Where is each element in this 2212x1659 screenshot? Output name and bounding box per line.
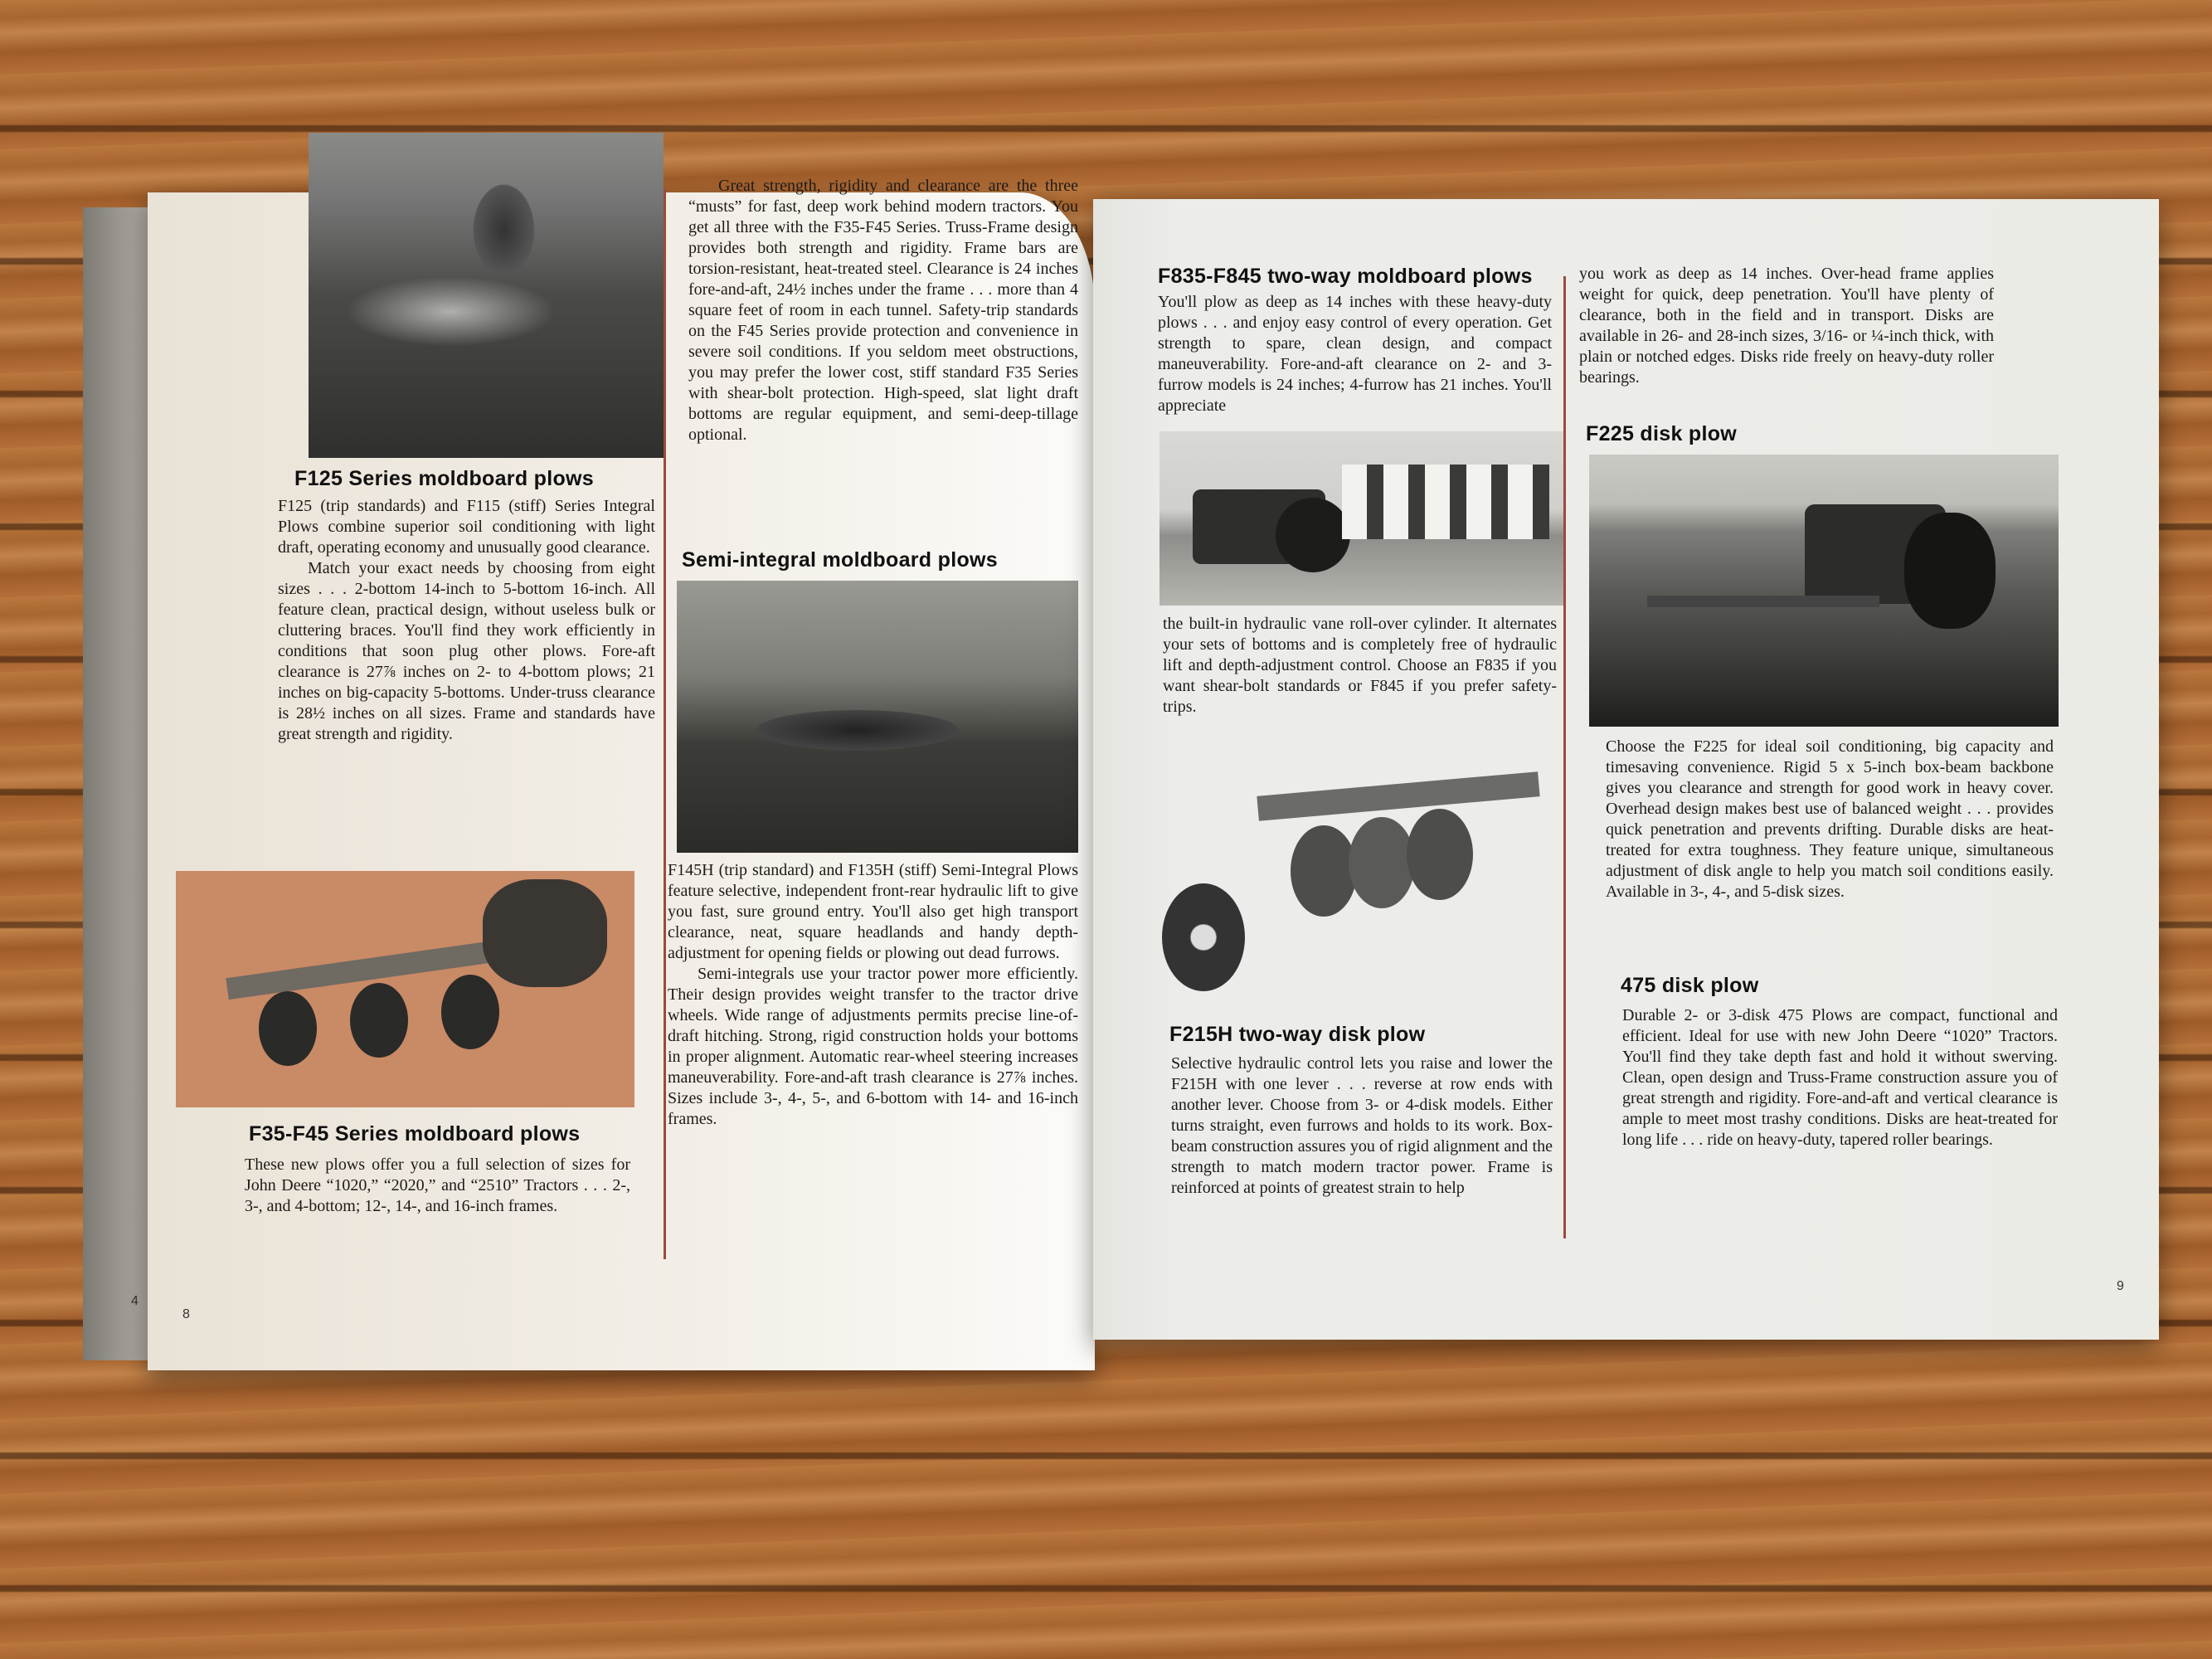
left-page-number: 8 <box>182 1307 190 1321</box>
f35-f45-heading: F35-F45 Series moldboard plows <box>249 1122 581 1146</box>
back-page-number: 4 <box>131 1294 139 1308</box>
plow-disk <box>350 983 408 1058</box>
f125-paragraph-1: F125 (trip standards) and F115 (stiff) Series Integral Plows combine superior soil conditioning with light draft, operating economy and unusually good clearance. <box>278 497 655 557</box>
f125-paragraph-2: Match your exact needs by choosing from eight sizes . . . 2-bottom 14-inch to 5-bottom 16-inch. All feature clean, practical design, without useless bulk or cluttering braces. You'll find they work efficiently in conditions that soon plug other plows. Fore-aft clearance is 27⅞ inches on 2- to 4-bottom plows; 21 inches on big-capacity 5-bottoms. Under-truss clearance is 28½ inches on all sizes. Frame and standards have great strength and rigidity. <box>278 559 655 743</box>
f835-description-part-1: You'll plow as deep as 14 inches with these heavy-duty plows . . . and enjoy easy control of every operation. Get strength to spare, clean design, and compact maneuverability. Fore-and-aft clearance on 2- and 3-furrow models is 24 inches; 4-furrow has 21 inches. You'll appreciate <box>1158 293 1552 415</box>
f225-heading: F225 disk plow <box>1586 422 1738 445</box>
semi-integral-paragraph-1: F145H (trip standard) and F135H (stiff) Semi-Integral Plows feature selective, independent front-rear hydraulic lift to give you fast, sure ground entry. You'll also get high transport clearance, neat, square headlands and handy depth-adjustment for opening fields or plowing out dead furrows. <box>668 861 1078 962</box>
tractor-wheel <box>483 879 607 987</box>
semi-integral-plow-photo <box>677 581 1078 853</box>
f215h-heading: F215H two-way disk plow <box>1169 1023 1426 1046</box>
semi-integral-heading: Semi-integral moldboard plows <box>682 548 998 572</box>
f125-description <box>278 496 655 745</box>
f225-disk-plow-photo <box>1589 455 2059 727</box>
f35-f45-description: These new plows offer you a full selection of sizes for John Deere “1020,” “2020,” and “2510” Tractors . . . 2-, 3-, and 4-bottom; 12-, 14-, and 16-inch frames. <box>245 1155 630 1215</box>
semi-integral-paragraph-2: Semi-integrals use your tractor power more efficiently. Their design provides weight transfer to the tractor drive wheels. Wide range of adjustments permits precise line-of-draft hitching. Strong, rigid construction holds your bottoms in proper alignment. Automatic rear-wheel steering increases maneuverability. Fore-and-aft trash clearance is 27⅞ inches. Sizes include 3-, 4-, 5-, and 6-bottom with 14- and 16-inch frames. <box>668 965 1078 1128</box>
tractor-wheel <box>1904 513 1996 629</box>
plow-frame <box>1257 771 1539 821</box>
plow-disk <box>441 975 499 1049</box>
p475-description: Durable 2- or 3-disk 475 Plows are compact, functional and efficient. Ideal for use with new John Deere “1020” Tractors. You'll find they take depth fast and hold it without swerving. Clean, open design and Truss-Frame construction assure you of great strength and rigidity. Fore-and-aft and vertical clearance is ample to meet most trashy conditions. Disks are heat-treated for long life . . . ride on heavy-duty, tapered roller bearings. <box>1622 1006 2058 1149</box>
f835-description-part-2: the built-in hydraulic vane roll-over cylinder. It alternates your sets of bottoms and is completely free of hydraulic lift and depth-adjustment control. Choose an F835 if you want shear-bolt standards or F845 if you prefer safety-trips. <box>1163 615 1557 716</box>
f215h-continued-text: you work as deep as 14 inches. Over-head frame applies weight for quick, deep penetration. You'll have plenty of clearance, both in the field and in transport. Disks are available in 26- and 28-inch sizes, 3/16- or ¼-inch thick, with plain or notched edges. Disks ride freely on heavy-duty roller bearings. <box>1579 265 1994 387</box>
strength-description: Great strength, rigidity and clearance are the three “musts” for fast, deep work behind modern tractors. You get all three with the F35-F45 Series. Truss-Frame design provides both strength and rigidity. Frame bars are torsion-resistant, heat-treated steel. Clearance is 24 inches fore-and-aft, 24½ inches under the frame . . . more than 4 square feet of room in each tunnel. Safety-trip standards on the F45 Series provide protection and convenience in severe soil conditions. If you seldom meet obstructions, you may prefer the lower cost, stiff standard F35 Series with shear-bolt protection. High-speed, slat light draft bottoms are regular equipment, and semi-deep-tillage optional. <box>688 177 1078 444</box>
f225-description: Choose the F225 for ideal soil conditioning, big capacity and timesaving convenience. Rigid 5 x 5-inch box-beam backbone gives you clearance and strength for good work in heavy cover. Overhead design makes best use of balanced weight . . . provides quick penetration and prevents drifting. Durable disks are heat-treated for extra toughness. They feature unique, simultaneous adjustment of disk angle to help you match soil conditions easily. Available in 3-, 4-, and 5-disk sizes. <box>1606 737 2054 901</box>
plow-disk <box>1349 817 1415 908</box>
f835-heading: F835-F845 two-way moldboard plows <box>1158 265 1533 288</box>
plow-disk <box>259 991 317 1066</box>
p475-heading: 475 disk plow <box>1621 974 1759 997</box>
plow-disk <box>1407 809 1473 900</box>
semi-integral-description <box>668 860 1078 1130</box>
f35-f45-plow-photo <box>176 871 634 1107</box>
f125-heading: F125 Series moldboard plows <box>294 467 594 490</box>
f215h-disk-plow-illustration <box>1158 751 1573 1008</box>
tractor-wheel <box>1276 498 1350 572</box>
column-rule <box>1563 276 1566 1238</box>
gauge-wheel <box>1162 883 1245 991</box>
right-page-number: 9 <box>2117 1279 2124 1293</box>
plow-bottoms <box>1342 465 1549 539</box>
f215h-description: Selective hydraulic control lets you raise and lower the F215H with one lever . . . reverse at row ends with another lever. Choose from 3- or 4-disk models. Either turns straight, even furrows and holds to its work. Box-beam construction assures you of rigid alignment and the strength to match modern tractor power. Frame is reinforced at points of greatest strain to help <box>1171 1054 1553 1197</box>
plow-frame <box>1647 596 1879 607</box>
column-rule <box>664 189 666 1259</box>
tractor-plowing-photo <box>309 133 664 458</box>
plow-disk <box>1291 825 1357 917</box>
f835-plow-photo <box>1159 431 1566 606</box>
